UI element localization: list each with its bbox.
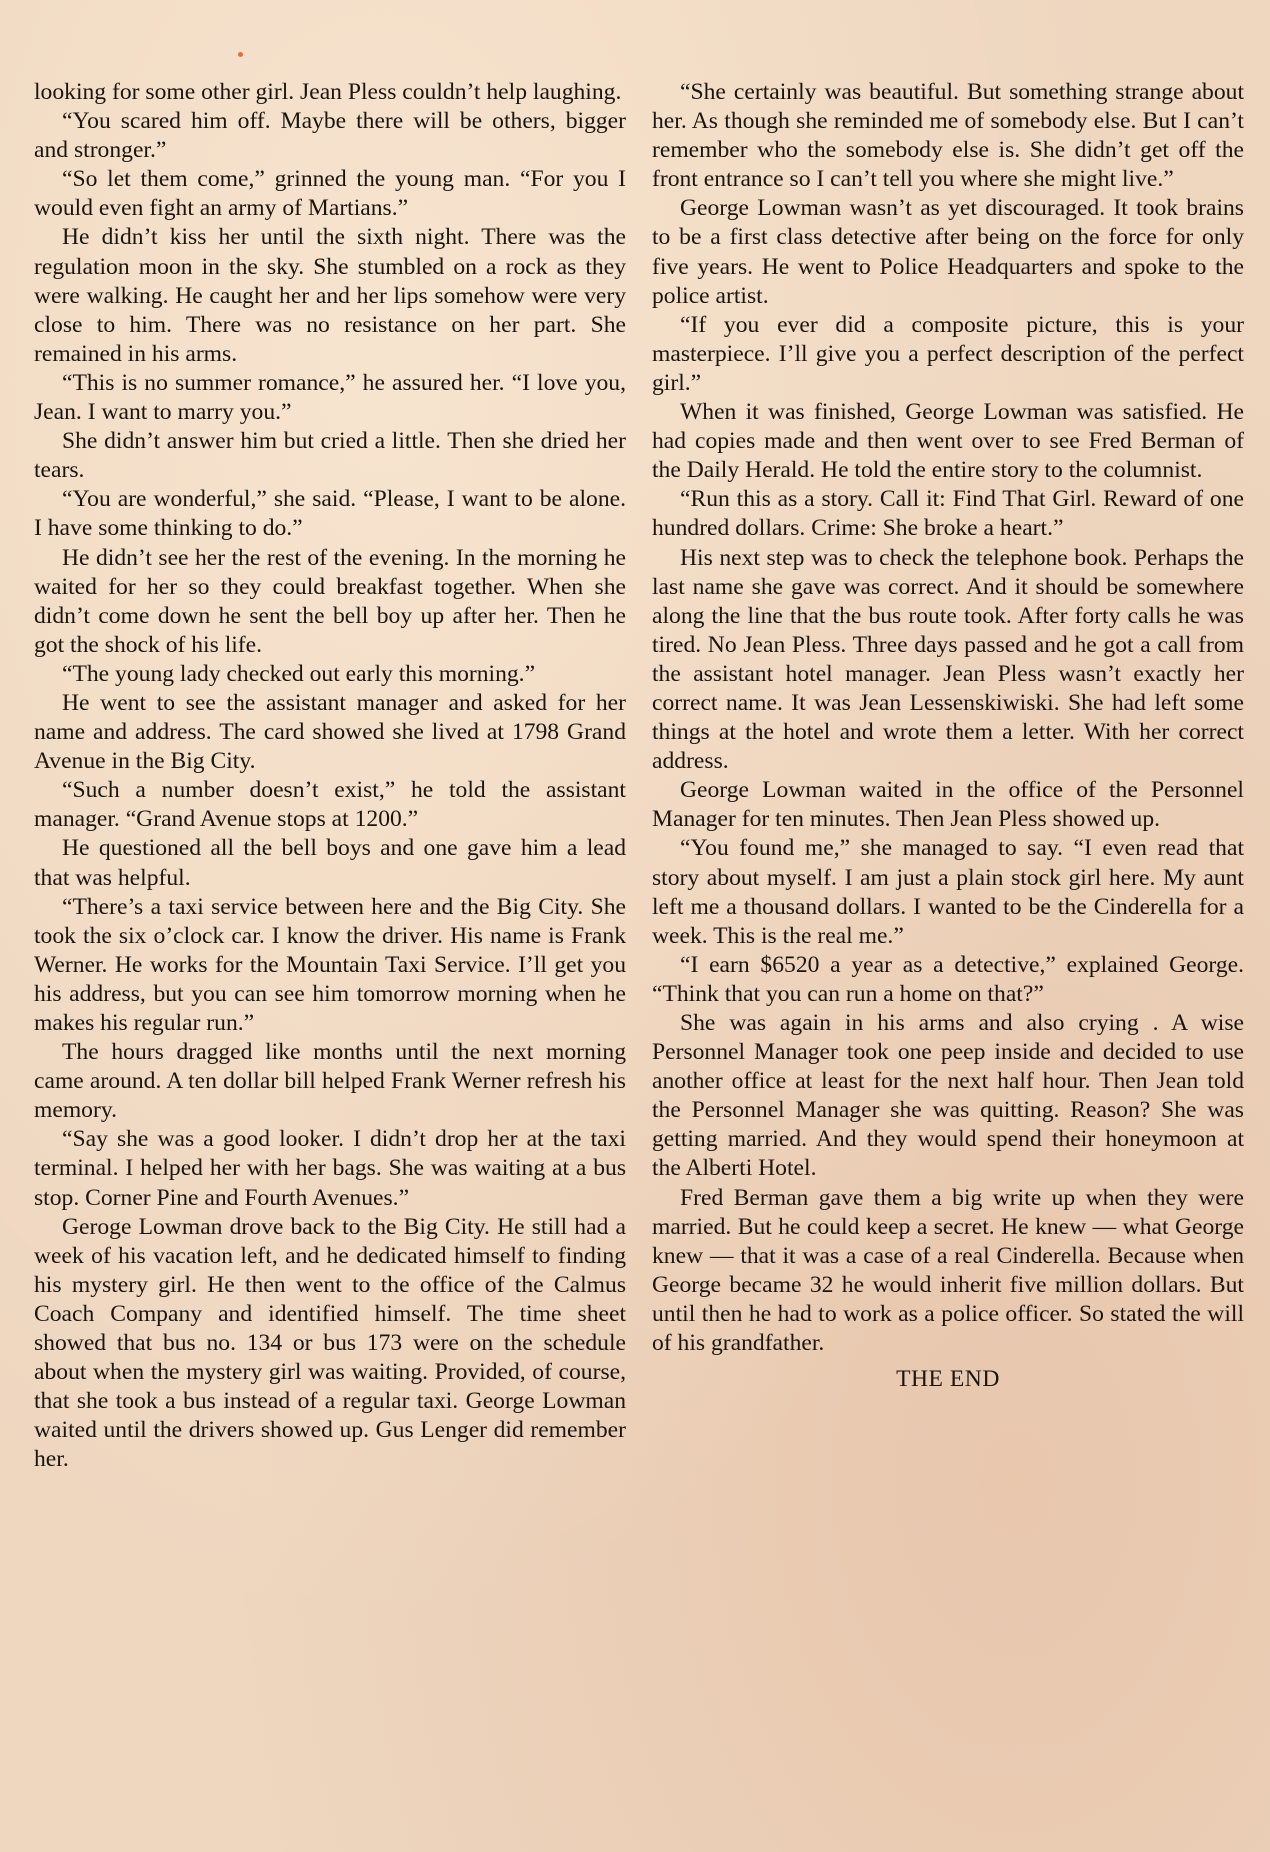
paragraph: Gerоge Lowman drove back to the Big City. He still had a week of his vacation left, and he dedicated himself to finding his mystery girl. He then went to the office of the Calmus Coach Company and identified himself. The time sheet showed that bus no. 134 or bus 173 were on the schedule about when the mystery girl was waiting. Provided, of course, that she took a bus instead of a regular taxi. George Lowman waited until the drivers showed up. Gus Lenger did remember her. — [34, 1213, 626, 1473]
paragraph: When it was finished, George Lowman was satisfied. He had copies made and then went over to see Fred Berman of the Daily Herald. He told the entire story to the columnist. — [652, 399, 1244, 484]
paragraph: “There’s a taxi service between here and the Big City. She took the six o’clock car. I know the driver. His name is Frank Werner. He works for the Mountain Taxi Service. I’ll get you his address, but you can see him tomorrow morning when he makes his regular run.” — [34, 893, 626, 1036]
paragraph: “I earn $6520 a year as a detective,” explained George. “Think that you can run a home on that?” — [652, 951, 1244, 1007]
paragraph: Fred Berman gave them a big write up when they were married. But he could keep a secret. He knew — what George knew — that it was a case of a real Cinderella. Because when George became 32 he would inherit five million dollars. But until then he had to work as a police officer. So stated the will of his grandfather. — [652, 1184, 1244, 1357]
paragraph: He didn’t see her the rest of the evening. In the morning he waited for her so they could breakfast together. When she didn’t come down he sent the bell boy up after her. Then he got the shock of his life. — [34, 544, 626, 658]
paragraph: “If you ever did a composite picture, this is your masterpiece. I’ll give you a perfect description of the perfect girl.” — [652, 311, 1244, 396]
left-column — [34, 78, 626, 1475]
paragraph: He questioned all the bell boys and one gave him a lead that was helpful. — [34, 835, 626, 891]
paragraph: George Lowman waited in the office of the Personnel Manager for ten minutes. Then Jean Pless showed up. — [652, 777, 1244, 833]
paragraph: She was again in his arms and also crying . A wise Personnel Manager took one peep inside and decided to use another office at least for the next half hour. Then Jean told the Personnel Manager she was quitting. Reason? She was getting married. And they would spend their honeymoon at the Alberti Hotel. — [652, 1010, 1244, 1182]
paragraph: “The young lady checked out early this morning.” — [62, 660, 536, 687]
paragraph: “Such a number doesn’t exist,” he told the assistant manager. “Grand Avenue stops at 1200.” — [34, 777, 626, 833]
paragraph: His next step was to check the telephone book. Perhaps the last name she gave was correct. And it should be somewhere along the line that the bus route took. After forty calls he was tired. No Jean Pless. Three days passed and he got a call from the assistant hotel manager. Jean Pless wasn’t exactly her correct name. It was Jean Lessenskiwiski. She had left some things at the hotel and wrote them a letter. With her correct address. — [652, 544, 1244, 775]
paragraph: “So let them come,” grinned the young man. “For you I would even fight an army of Martians.” — [34, 166, 626, 222]
the-end-label: THE END — [896, 1366, 1000, 1393]
paragraph: “You are wonderful,” she said. “Please, I want to be alone. I have some thinking to do.” — [34, 486, 626, 542]
right-column — [652, 78, 1244, 1394]
ink-speck — [238, 52, 243, 57]
paragraph: George Lowman wasn’t as yet discouraged. It took brains to be a first class detective after being on the force for only five years. He went to Police Headquarters and spoke to the police artist. — [652, 195, 1244, 309]
paragraph: “This is no summer romance,” he assured her. “I love you, Jean. I want to marry you.” — [34, 369, 626, 426]
paragraph: “Run this as a story. Call it: Find That Girl. Reward of one hundred dollars. Crime: She broke a heart.” — [652, 486, 1244, 542]
paragraph: “You found me,” she managed to say. “I even read that story about myself. I am just a plain stock girl here. My aunt left me a thousand dollars. I wanted to be the Cinderella for a week. This is the real me.” — [652, 835, 1244, 949]
paragraph: “You scared him off. Maybe there will be others, bigger and stronger.” — [34, 108, 626, 164]
paragraph: “She certainly was beautiful. But something strange about her. As though she reminded me of somebody else. But I can’t remember who the somebody else is. She didn’t get off the front entrance so I can’t tell you where she might live.” — [652, 79, 1244, 193]
paragraph: The hours dragged like months until the next morning came around. A ten dollar bill helped Frank Werner refresh his memory. — [34, 1039, 626, 1124]
paragraph: She didn’t answer him but cried a little. Then she dried her tears. — [34, 428, 626, 484]
paragraph: looking for some other girl. Jean Pless couldn’t help laughing. — [34, 79, 622, 105]
paragraph: He didn’t kiss her until the sixth night. There was the regulation moon in the sky. She stumbled on a rock as they were walking. He caught her and her lips somehow were very close to him. There was no resistance on her part. She remained in his arms. — [34, 224, 626, 367]
paragraph: He went to see the assistant manager and asked for her name and address. The card showed she lived at 1798 Grand Avenue in the Big City. — [34, 689, 626, 775]
paragraph: “Say she was a good looker. I didn’t drop her at the taxi terminal. I helped her with her bags. She was waiting at a bus stop. Corner Pine and Fourth Avenues.” — [34, 1126, 626, 1211]
